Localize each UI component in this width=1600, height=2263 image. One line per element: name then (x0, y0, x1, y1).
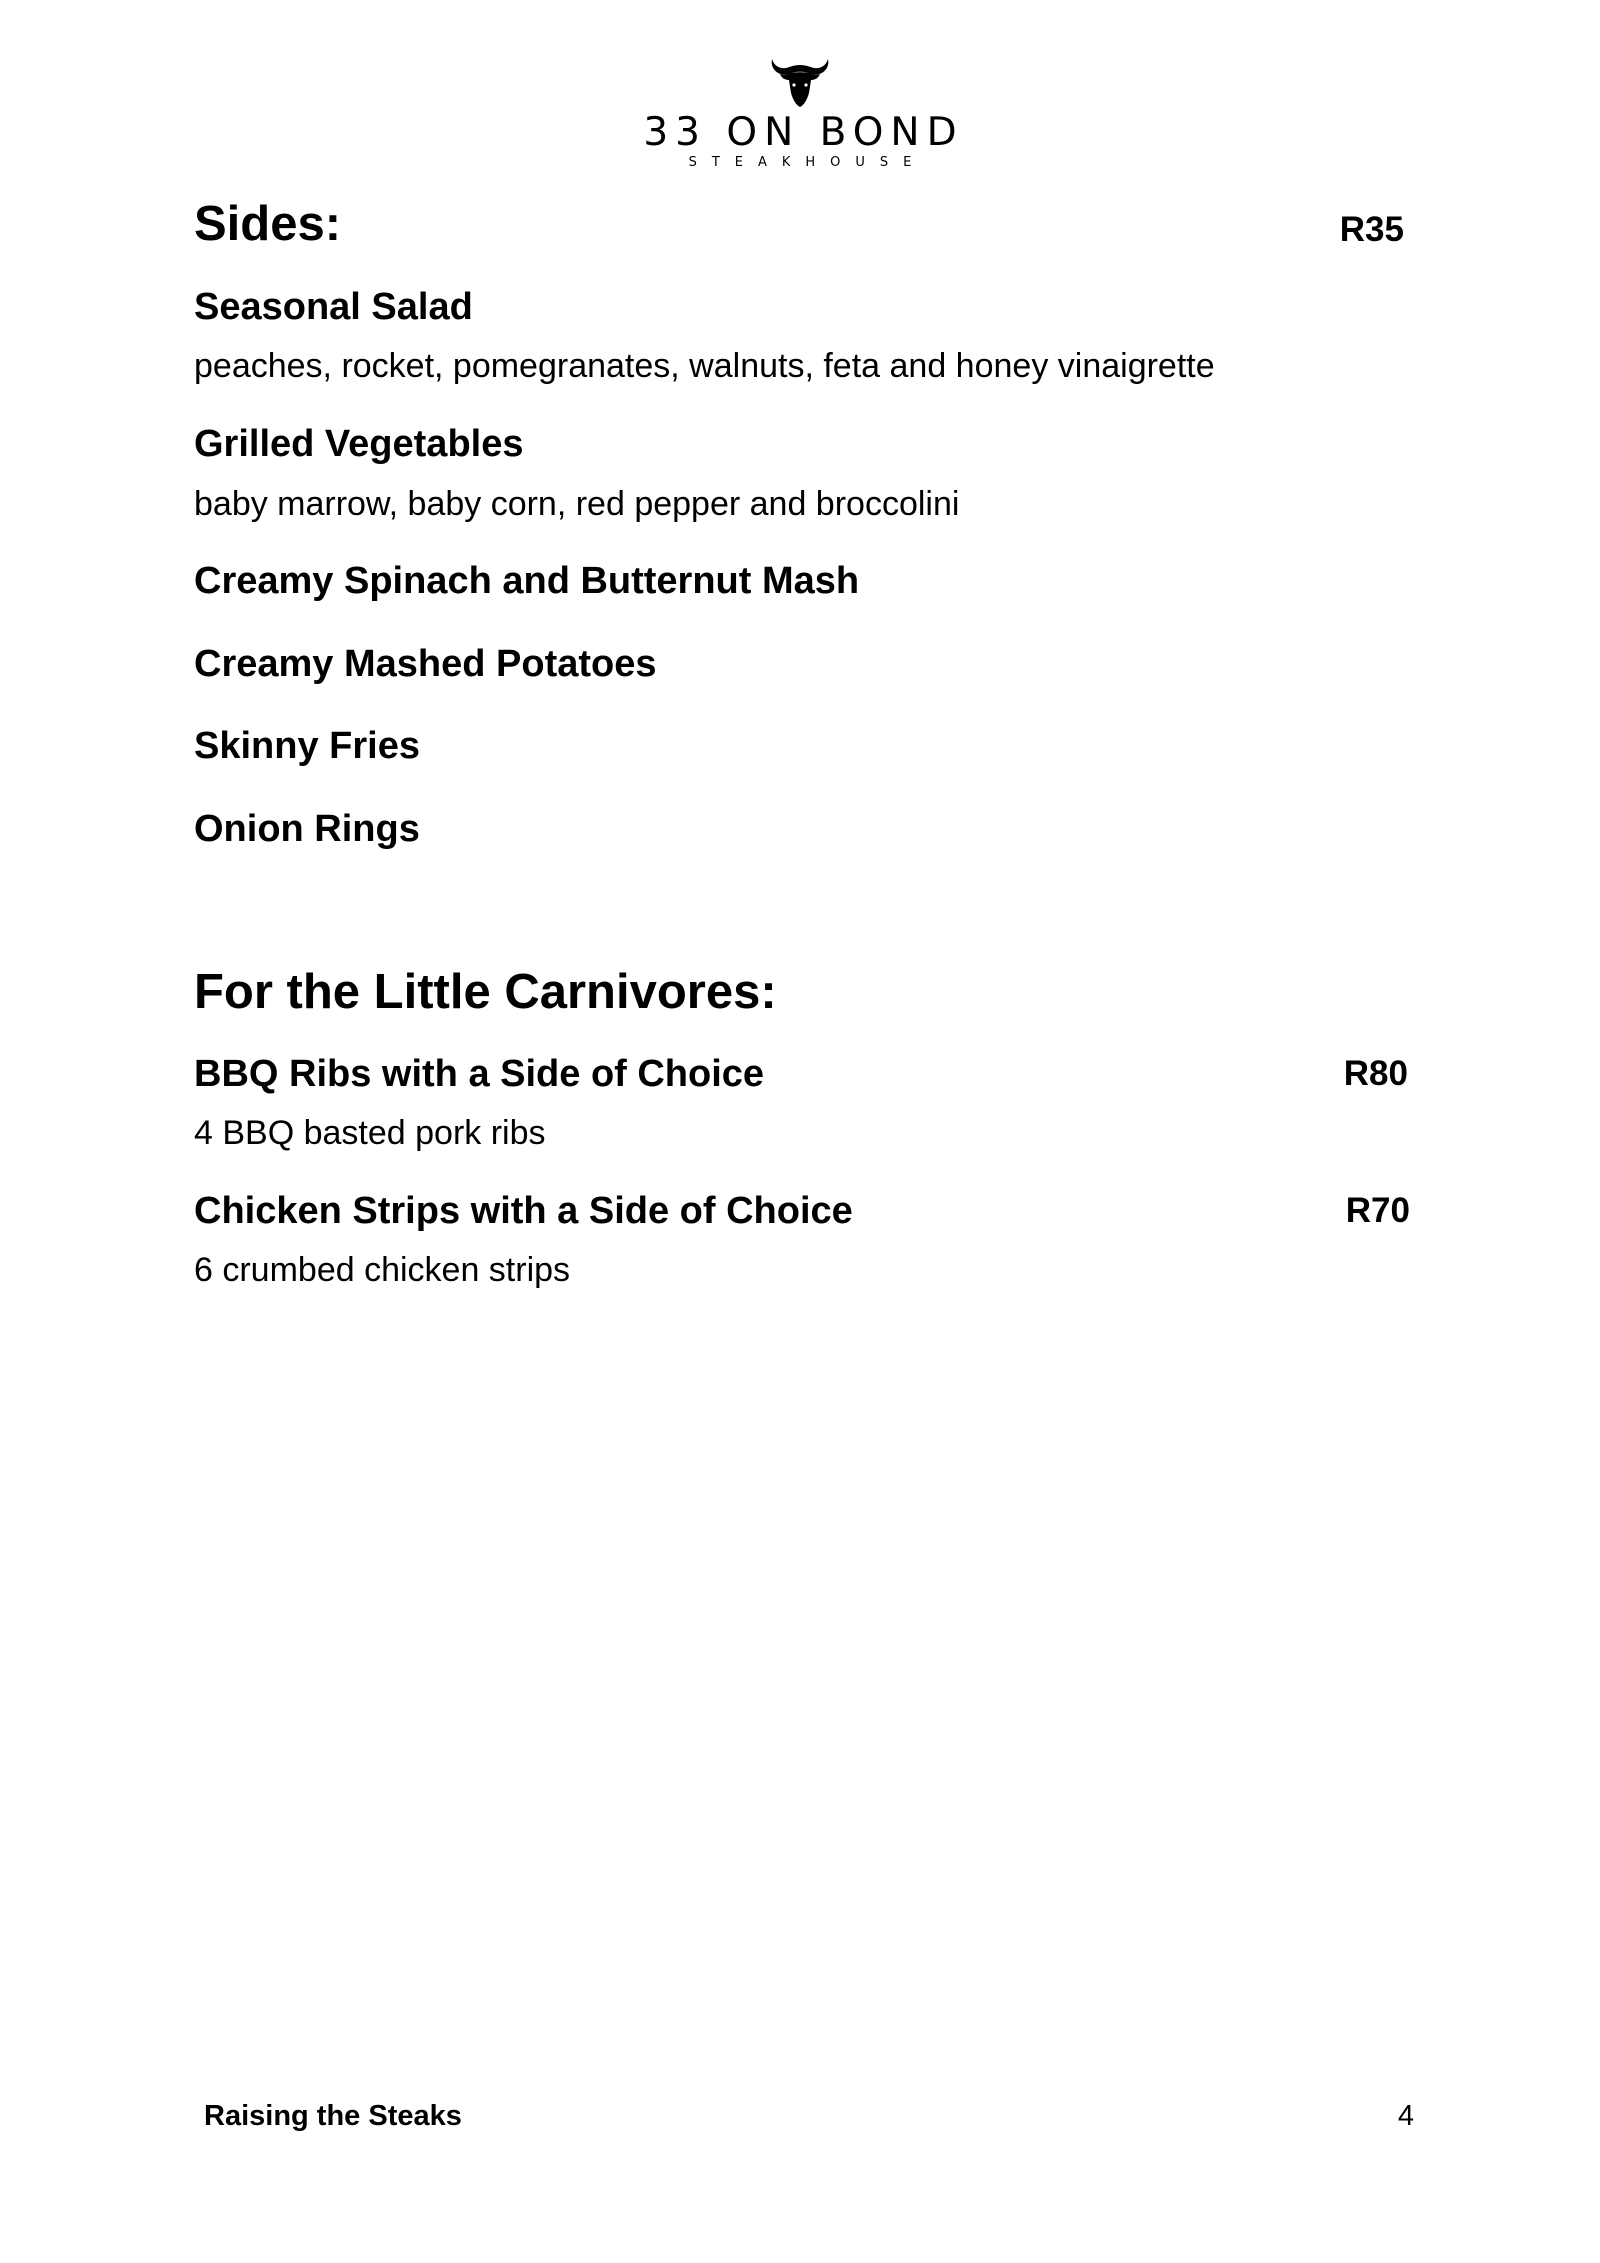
menu-item-description: 4 BBQ basted pork ribs (194, 1114, 546, 1152)
menu-item-name: Onion Rings (194, 808, 420, 850)
menu-item-description: baby marrow, baby corn, red pepper and broccolini (194, 485, 960, 523)
menu-item-name: Chicken Strips with a Side of Choice (194, 1190, 853, 1232)
logo-name: 33 ON BOND (643, 110, 964, 155)
footer-tagline: Raising the Steaks (204, 2100, 462, 2132)
sides-heading: Sides: (194, 197, 342, 251)
restaurant-logo (0, 55, 1600, 170)
menu-item-name: Seasonal Salad (194, 286, 473, 328)
bull-head-icon (768, 55, 832, 109)
menu-item-price: R70 (1345, 1191, 1410, 1230)
menu-item-price: R80 (1343, 1054, 1408, 1093)
menu-item-name: Creamy Spinach and Butternut Mash (194, 560, 860, 602)
menu-item-name: BBQ Ribs with a Side of Choice (194, 1053, 765, 1095)
menu-item-description: peaches, rocket, pomegranates, walnuts, feta and honey vinaigrette (194, 347, 1215, 385)
logo-subtitle: STEAKHOUSE (688, 155, 927, 170)
kids-heading: For the Little Carnivores: (194, 965, 777, 1019)
menu-item-description: 6 crumbed chicken strips (194, 1251, 571, 1289)
sides-price: R35 (1339, 210, 1404, 249)
menu-item-name: Skinny Fries (194, 725, 420, 767)
menu-item-name: Creamy Mashed Potatoes (194, 643, 657, 685)
page-number: 4 (1397, 2100, 1414, 2132)
menu-item-name: Grilled Vegetables (194, 423, 524, 465)
